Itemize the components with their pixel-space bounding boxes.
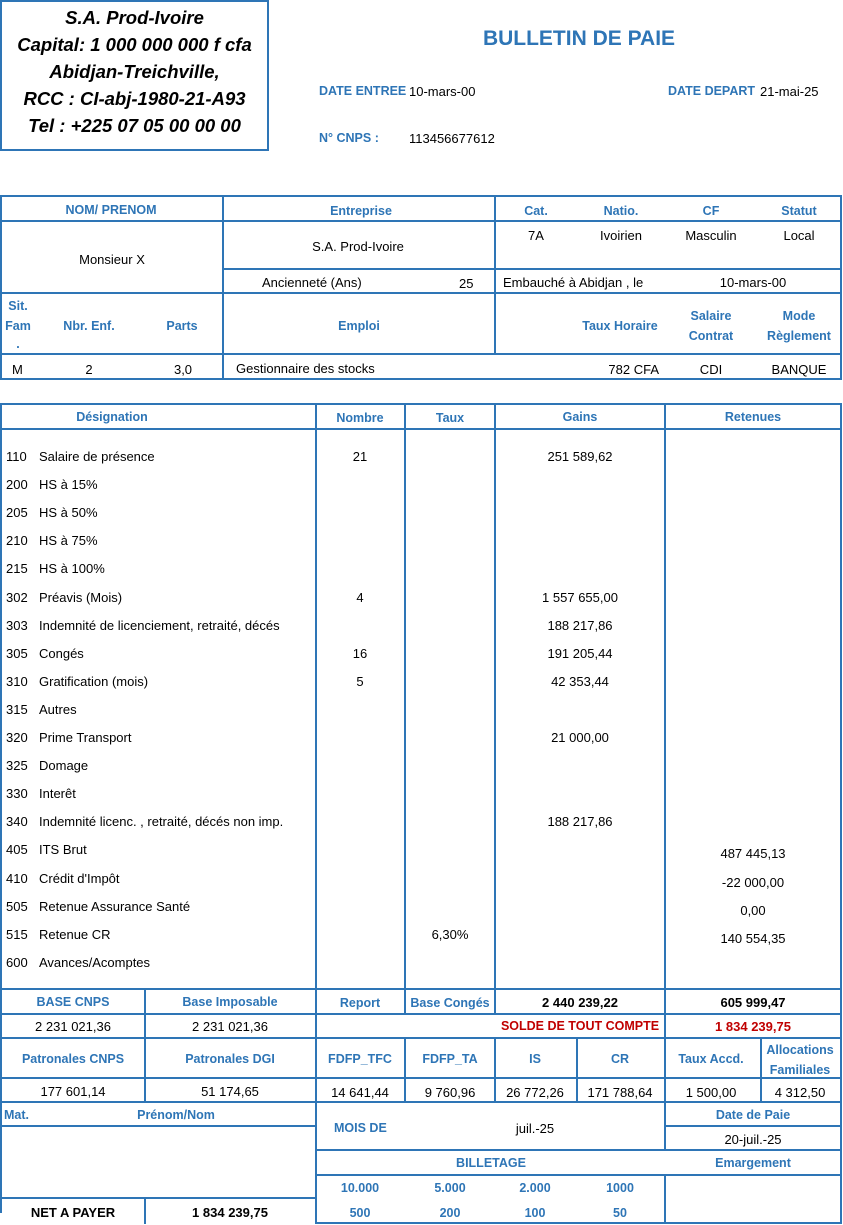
row-code: 302 <box>6 590 28 605</box>
header-parts: Parts <box>166 319 198 333</box>
date-paie-label: Date de Paie <box>715 1108 791 1122</box>
employee-parts: 3,0 <box>173 362 193 377</box>
row-gains: 42 353,44 <box>551 674 609 689</box>
is-value: 26 772,26 <box>506 1085 564 1100</box>
row-label: Interêt <box>39 786 76 801</box>
billet-10000: 10.000 <box>340 1181 380 1195</box>
row-code: 320 <box>6 730 28 745</box>
mois-de-label: MOIS DE <box>334 1121 387 1135</box>
net-a-payer-value: 1 834 239,75 <box>192 1205 268 1220</box>
col-gains: Gains <box>562 410 598 424</box>
date-depart-label: DATE DEPART <box>668 84 756 98</box>
row-code: 200 <box>6 477 28 492</box>
header-sitfam-3: . <box>16 337 20 351</box>
cr-value: 171 788,64 <box>587 1085 653 1100</box>
row-code: 205 <box>6 505 28 520</box>
col-retenues: Retenues <box>724 410 782 424</box>
row-label: Autres <box>39 702 77 717</box>
row-code: 210 <box>6 533 28 548</box>
page-title: BULLETIN DE PAIE <box>482 27 676 50</box>
alloc-value: 4 312,50 <box>774 1085 826 1100</box>
taux-accd-label: Taux Accd. <box>678 1052 744 1066</box>
row-code: 340 <box>6 814 28 829</box>
total-retenues: 605 999,47 <box>720 995 786 1010</box>
company-rcc: RCC : CI-abj-1980-21-A93 <box>23 88 246 109</box>
row-label: HS à 15% <box>39 477 98 492</box>
base-imposable-value: 2 231 021,36 <box>192 1019 268 1034</box>
row-code: 330 <box>6 786 28 801</box>
company-address: Abidjan-Treichville, <box>49 61 220 82</box>
cnps-label: N° CNPS : <box>319 131 379 145</box>
row-code: 515 <box>6 927 28 942</box>
employee-reglement: BANQUE <box>771 362 827 377</box>
billetage-label: BILLETAGE <box>456 1156 526 1170</box>
row-label: Congés <box>39 646 84 661</box>
row-gains: 188 217,86 <box>547 618 613 633</box>
row-retenues: 487 445,13 <box>720 846 786 861</box>
base-cnps-value: 2 231 021,36 <box>35 1019 111 1034</box>
total-gains: 2 440 239,22 <box>542 995 618 1010</box>
employee-taux-horaire: 782 CFA <box>608 362 659 377</box>
header-sitfam-2: Fam <box>5 319 31 333</box>
employee-natio: Ivoirien <box>600 228 642 243</box>
header-sitfam-1: Sit. <box>8 299 28 313</box>
embauche-date: 10-mars-00 <box>719 275 787 290</box>
taux-accd-value: 1 500,00 <box>685 1085 737 1100</box>
row-code: 305 <box>6 646 28 661</box>
row-code: 110 <box>6 449 27 464</box>
row-gains: 251 589,62 <box>547 449 613 464</box>
row-code: 215 <box>6 561 28 576</box>
employee-nbr-enf: 2 <box>85 362 93 377</box>
mois-de-value: juil.-25 <box>515 1121 555 1136</box>
cnps-value: 113456677612 <box>409 131 495 146</box>
header-cat: Cat. <box>524 204 548 218</box>
col-nombre: Nombre <box>336 411 384 425</box>
row-label: Domage <box>39 758 89 773</box>
piece-200: 200 <box>439 1206 461 1220</box>
base-cnps-label: BASE CNPS <box>36 995 110 1009</box>
row-gains: 188 217,86 <box>547 814 613 829</box>
piece-50: 50 <box>613 1206 627 1220</box>
row-gains: 191 205,44 <box>547 646 613 661</box>
row-nombre: 21 <box>352 449 368 464</box>
fdfp-tfc-value: 14 641,44 <box>331 1085 389 1100</box>
row-label: Indemnité de licenciement, retraité, décés <box>39 618 280 633</box>
alloc-label-2: Familiales <box>769 1063 831 1077</box>
header-entreprise: Entreprise <box>330 204 392 218</box>
header-cf: CF <box>702 204 720 218</box>
cr-label: CR <box>610 1052 630 1066</box>
billet-2000: 2.000 <box>519 1181 551 1195</box>
company-name: S.A. Prod-Ivoire <box>65 7 204 28</box>
base-imposable-label: Base Imposable <box>182 995 278 1009</box>
row-retenues: 140 554,35 <box>720 931 786 946</box>
header-statut: Statut <box>781 204 817 218</box>
header-taux-horaire: Taux Horaire <box>582 319 658 333</box>
fdfp-ta-value: 9 760,96 <box>424 1085 476 1100</box>
billet-1000: 1000 <box>606 1181 634 1195</box>
col-taux: Taux <box>435 411 465 425</box>
row-label: Gratification (mois) <box>39 674 149 689</box>
solde-label: SOLDE DE TOUT COMPTE <box>500 1019 660 1033</box>
row-gains: 21 000,00 <box>551 730 609 745</box>
row-label: HS à 100% <box>39 561 105 576</box>
row-label: ITS Brut <box>39 842 87 857</box>
mat-label: Mat. <box>4 1108 29 1122</box>
employee-cat: 7A <box>528 228 544 243</box>
row-label: Retenue CR <box>39 927 111 942</box>
date-paie-value: 20-juil.-25 <box>724 1132 782 1147</box>
employee-entreprise: S.A. Prod-Ivoire <box>312 239 404 254</box>
date-entree-label: DATE ENTREE <box>319 84 407 98</box>
solde-value: 1 834 239,75 <box>715 1019 791 1034</box>
is-label: IS <box>529 1052 541 1066</box>
header-emploi: Emploi <box>338 319 380 333</box>
row-label: Avances/Acomptes <box>39 955 151 970</box>
header-mode-1: Mode <box>782 309 816 323</box>
pat-dgi-value: 51 174,65 <box>201 1084 259 1099</box>
row-code: 325 <box>6 758 28 773</box>
row-retenues: 0,00 <box>740 903 766 918</box>
header-natio: Natio. <box>603 204 639 218</box>
employee-contrat: CDI <box>699 362 723 377</box>
row-code: 410 <box>6 871 28 886</box>
row-code: 303 <box>6 618 28 633</box>
header-nom-prenom: NOM/ PRENOM <box>65 203 157 217</box>
employee-sitfam: M <box>12 362 23 377</box>
row-code: 405 <box>6 842 28 857</box>
row-nombre: 5 <box>356 674 364 689</box>
date-depart-value: 21-mai-25 <box>760 84 819 99</box>
row-label: Prime Transport <box>39 730 132 745</box>
anciennete-value: 25 <box>459 276 474 291</box>
row-retenues: -22 000,00 <box>721 875 785 890</box>
row-label: Salaire de présence <box>39 449 155 464</box>
company-tel: Tel : +225 07 05 00 00 00 <box>28 115 241 136</box>
pat-dgi-label: Patronales DGI <box>185 1052 275 1066</box>
embauche-label: Embauché à Abidjan , le <box>503 275 644 290</box>
row-label: HS à 50% <box>39 505 98 520</box>
row-code: 505 <box>6 899 28 914</box>
piece-500: 500 <box>349 1206 371 1220</box>
employee-statut: Local <box>783 228 815 243</box>
row-label: Retenue Assurance Santé <box>39 899 191 914</box>
header-salaire-1: Salaire <box>690 309 732 323</box>
fdfp-tfc-label: FDFP_TFC <box>328 1052 392 1066</box>
row-label: HS à 75% <box>39 533 98 548</box>
report-label: Report <box>339 996 381 1010</box>
row-gains: 1 557 655,00 <box>542 590 618 605</box>
row-label: Préavis (Mois) <box>39 590 123 605</box>
piece-100: 100 <box>524 1206 546 1220</box>
billet-5000: 5.000 <box>434 1181 466 1195</box>
alloc-label-1: Allocations <box>766 1043 834 1057</box>
pat-cnps-value: 177 601,14 <box>40 1084 106 1099</box>
row-label: Crédit d'Impôt <box>39 871 120 886</box>
prenom-nom-label: Prénom/Nom <box>137 1108 215 1122</box>
row-label: Indemnité licenc. , retraité, décés non imp. <box>39 814 284 829</box>
net-a-payer-label: NET A PAYER <box>30 1205 116 1220</box>
row-nombre: 16 <box>352 646 368 661</box>
header-mode-2: Règlement <box>767 329 831 343</box>
header-nbr-enf: Nbr. Enf. <box>63 319 115 333</box>
row-taux: 6,30% <box>431 927 469 942</box>
col-designation: Désignation <box>76 410 148 424</box>
company-capital: Capital: 1 000 000 000 f cfa <box>17 34 252 55</box>
date-entree-value: 10-mars-00 <box>409 84 476 99</box>
pat-cnps-label: Patronales CNPS <box>21 1052 125 1066</box>
header-salaire-2: Contrat <box>688 329 734 343</box>
employee-emploi: Gestionnaire des stocks <box>236 361 375 376</box>
anciennete-label: Ancienneté (Ans) <box>262 275 362 290</box>
row-code: 310 <box>6 674 28 689</box>
emargement-label: Emargement <box>715 1156 791 1170</box>
row-code: 315 <box>6 702 28 717</box>
employee-name: Monsieur X <box>79 252 145 267</box>
employee-cf: Masculin <box>685 228 737 243</box>
row-code: 600 <box>6 955 28 970</box>
base-conges-label: Base Congés <box>410 996 490 1010</box>
fdfp-ta-label: FDFP_TA <box>422 1052 478 1066</box>
company-box <box>0 0 269 151</box>
row-nombre: 4 <box>356 590 364 605</box>
